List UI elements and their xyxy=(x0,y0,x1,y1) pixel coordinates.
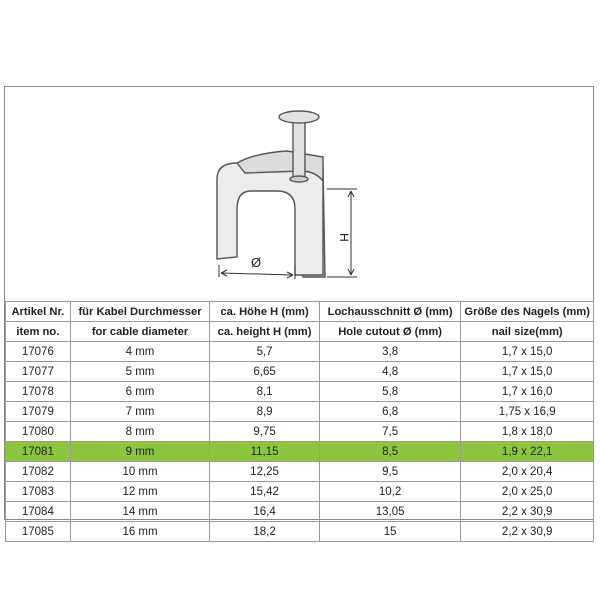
header-cell: ca. Höhe H (mm) xyxy=(210,302,320,322)
table-cell: 12,25 xyxy=(210,462,320,482)
header-row-en xyxy=(6,322,594,342)
table-cell: 5,7 xyxy=(210,342,320,362)
table-cell: 17077 xyxy=(6,362,71,382)
table-cell: 1,7 x 16,0 xyxy=(461,382,594,402)
product-frame xyxy=(4,86,594,538)
table-row xyxy=(6,362,594,382)
table-cell: 2,0 x 25,0 xyxy=(461,482,594,502)
table-cell: 10,2 xyxy=(319,482,461,502)
table-cell: 9 mm xyxy=(70,442,210,462)
table-cell: 1,8 x 18,0 xyxy=(461,422,594,442)
header-cell: für Kabel Durchmesser xyxy=(70,302,210,322)
table-cell: 1,7 x 15,0 xyxy=(461,362,594,382)
table-cell: 8,5 xyxy=(319,442,461,462)
table-cell: 5 mm xyxy=(70,362,210,382)
table-cell: 17081 xyxy=(6,442,71,462)
table-cell: 8,1 xyxy=(210,382,320,402)
table-row xyxy=(6,402,594,422)
header-cell: Artikel Nr. xyxy=(6,302,71,322)
table-cell: 9,75 xyxy=(210,422,320,442)
table-cell: 17084 xyxy=(6,502,71,522)
table-cell: 16 mm xyxy=(70,522,210,542)
table-cell: 1,75 x 16,9 xyxy=(461,402,594,422)
table-cell: 3,8 xyxy=(319,342,461,362)
clip-body xyxy=(217,151,325,277)
table-row-highlighted xyxy=(6,442,594,462)
table-cell: 4,8 xyxy=(319,362,461,382)
table-row xyxy=(6,522,594,542)
table-cell: 13,05 xyxy=(319,502,461,522)
header-cell: Hole cutout Ø (mm) xyxy=(319,322,461,342)
table-cell: 12 mm xyxy=(70,482,210,502)
table-cell: 15 xyxy=(319,522,461,542)
header-cell: Größe des Nagels (mm) xyxy=(461,302,594,322)
table-row xyxy=(6,462,594,482)
spec-table xyxy=(5,301,594,542)
table-cell: 17085 xyxy=(6,522,71,542)
header-cell: for cable diameter xyxy=(70,322,210,342)
table-cell: 5,8 xyxy=(319,382,461,402)
table-cell: 16,4 xyxy=(210,502,320,522)
header-cell: ca. height H (mm) xyxy=(210,322,320,342)
header-cell: item no. xyxy=(6,322,71,342)
table-row xyxy=(6,342,594,362)
table-cell: 14 mm xyxy=(70,502,210,522)
table-cell: 8 mm xyxy=(70,422,210,442)
table-cell: 17079 xyxy=(6,402,71,422)
diameter-label: Ø xyxy=(251,255,262,270)
header-cell: nail size(mm) xyxy=(461,322,594,342)
table-cell: 10 mm xyxy=(70,462,210,482)
table-cell: 2,2 x 30,9 xyxy=(461,522,594,542)
table-cell: 17076 xyxy=(6,342,71,362)
table-cell: 17080 xyxy=(6,422,71,442)
table-cell: 7 mm xyxy=(70,402,210,422)
table-cell: 6,8 xyxy=(319,402,461,422)
table-row xyxy=(6,382,594,402)
table-cell: 1,9 x 22,1 xyxy=(461,442,594,462)
table-row xyxy=(6,482,594,502)
header-cell: Lochausschnitt Ø (mm) xyxy=(319,302,461,322)
table-cell: 17078 xyxy=(6,382,71,402)
table-cell: 7,5 xyxy=(319,422,461,442)
table-cell: 11,15 xyxy=(210,442,320,462)
header-row-de xyxy=(6,302,594,322)
table-cell: 15,42 xyxy=(210,482,320,502)
table-cell: 8,9 xyxy=(210,402,320,422)
height-label: H xyxy=(337,233,351,242)
table-cell: 6 mm xyxy=(70,382,210,402)
table-cell: 1,7 x 15,0 xyxy=(461,342,594,362)
cable-clip-diagram xyxy=(5,87,595,301)
table-cell: 6,65 xyxy=(210,362,320,382)
table-cell: 17083 xyxy=(6,482,71,502)
table-row xyxy=(6,422,594,442)
table-cell: 9,5 xyxy=(319,462,461,482)
table-cell: 18,2 xyxy=(210,522,320,542)
table-cell: 17082 xyxy=(6,462,71,482)
table-cell: 2,0 x 20,4 xyxy=(461,462,594,482)
table-cell: 4 mm xyxy=(70,342,210,362)
table-cell: 2,2 x 30,9 xyxy=(461,502,594,522)
table-row xyxy=(6,502,594,522)
